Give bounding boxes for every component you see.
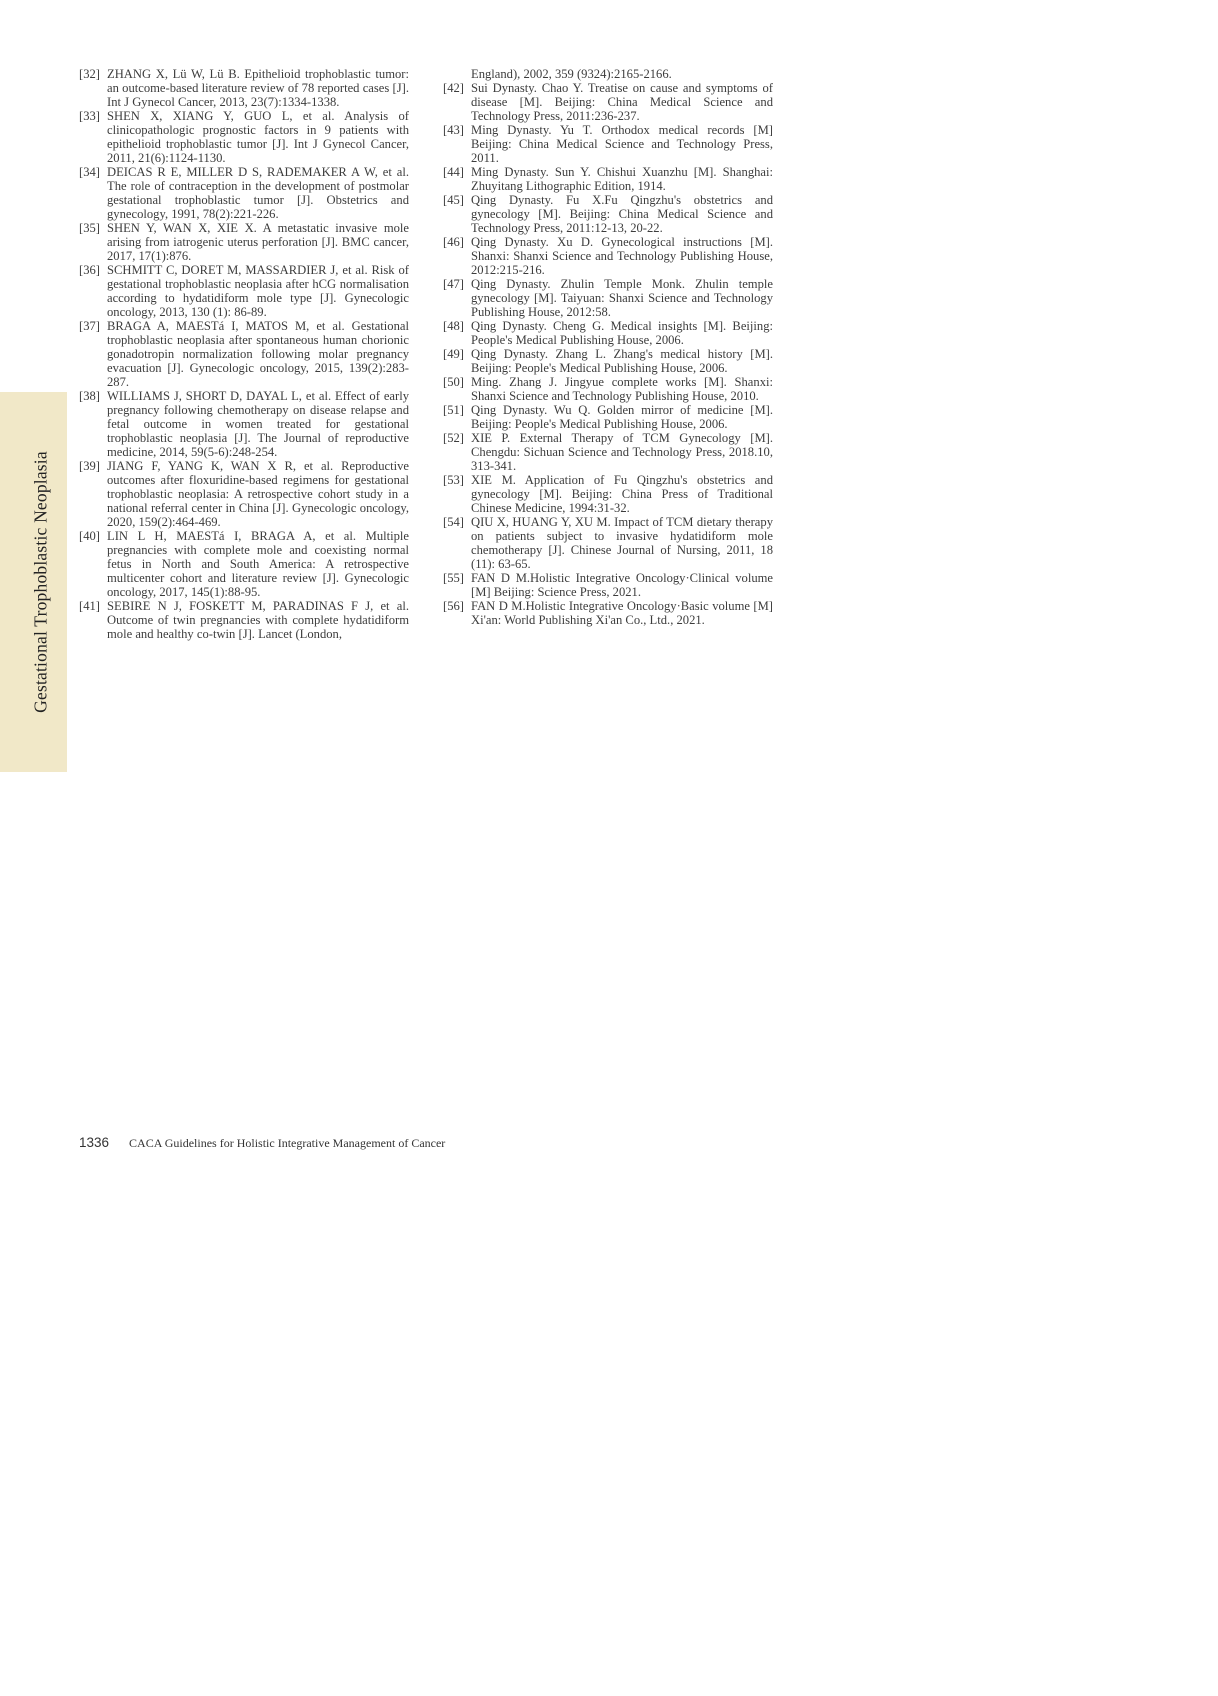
reference-text: SEBIRE N J, FOSKETT M, PARADINAS F J, et al. Outcome of twin pregnancies with complete hydatidiform mole and healthy co-twin [J]. Lancet (London, bbox=[107, 599, 409, 641]
reference-item bbox=[443, 165, 773, 193]
reference-item bbox=[443, 347, 773, 375]
chapter-side-tab-label: Gestational Trophoblastic Neoplasia bbox=[30, 451, 51, 713]
reference-item bbox=[79, 459, 409, 529]
reference-number: [38] bbox=[79, 389, 100, 403]
reference-text: DEICAS R E, MILLER D S, RADEMAKER A W, et al. The role of contraception in the development of postmolar gestational trophoblastic tumor [J]. Obstetrics and gynecology, 1991, 78(2):221-226. bbox=[107, 165, 409, 221]
reference-text: Sui Dynasty. Chao Y. Treatise on cause and symptoms of disease [M]. Beijing: China Medical Science and Technology Press, 2011:236-237. bbox=[471, 81, 773, 123]
reference-text: SCHMITT C, DORET M, MASSARDIER J, et al. Risk of gestational trophoblastic neoplasia after hCG normalisation according to hydatidiform mole type [J]. Gynecologic oncology, 2013, 130 (1): 86-89. bbox=[107, 263, 409, 319]
reference-text: Qing Dynasty. Cheng G. Medical insights [M]. Beijing: People's Medical Publishing House, 2006. bbox=[471, 319, 773, 347]
reference-number: [48] bbox=[443, 319, 464, 333]
reference-item bbox=[79, 221, 409, 263]
reference-text: FAN D M.Holistic Integrative Oncology·Basic volume [M] Xi'an: World Publishing Xi'an Co., Ltd., 2021. bbox=[471, 599, 773, 627]
reference-item bbox=[443, 375, 773, 403]
reference-text: Qing Dynasty. Xu D. Gynecological instructions [M]. Shanxi: Shanxi Science and Technology Publishing House, 2012:215-216. bbox=[471, 235, 773, 277]
reference-text: Ming. Zhang J. Jingyue complete works [M]. Shanxi: Shanxi Science and Technology Publishing House, 2010. bbox=[471, 375, 773, 403]
reference-number: [52] bbox=[443, 431, 464, 445]
reference-item bbox=[79, 109, 409, 165]
reference-item bbox=[79, 389, 409, 459]
reference-number: [36] bbox=[79, 263, 100, 277]
reference-text: LIN L H, MAESTá I, BRAGA A, et al. Multiple pregnancies with complete mole and coexisting normal fetus in North and South America: A retrospective multicenter cohort and literature review [J]. Gynecologic oncology, 2017, 145(1):88-95. bbox=[107, 529, 409, 599]
reference-number: [33] bbox=[79, 109, 100, 123]
reference-text: Qing Dynasty. Zhulin Temple Monk. Zhulin temple gynecology [M]. Taiyuan: Shanxi Science and Technology Publishing House, 2012:58. bbox=[471, 277, 773, 319]
reference-item bbox=[79, 263, 409, 319]
reference-item bbox=[443, 123, 773, 165]
reference-item bbox=[443, 431, 773, 473]
reference-item bbox=[443, 193, 773, 235]
page-footer bbox=[79, 1135, 445, 1151]
reference-number: [37] bbox=[79, 319, 100, 333]
reference-text: Qing Dynasty. Zhang L. Zhang's medical history [M]. Beijing: People's Medical Publishing House, 2006. bbox=[471, 347, 773, 375]
reference-text: ZHANG X, Lü W, Lü B. Epithelioid trophoblastic tumor: an outcome-based literature review of 78 reported cases [J]. Int J Gynecol Cancer, 2013, 23(7):1334-1338. bbox=[107, 67, 409, 109]
reference-item bbox=[79, 599, 409, 641]
reference-number: [46] bbox=[443, 235, 464, 249]
reference-number: [39] bbox=[79, 459, 100, 473]
reference-text: SHEN X, XIANG Y, GUO L, et al. Analysis of clinicopathologic prognostic factors in 9 patients with epithelioid trophoblastic tumor [J]. Int J Gynecol Cancer, 2011, 21(6):1124-1130. bbox=[107, 109, 409, 165]
reference-item bbox=[443, 515, 773, 571]
reference-text: Qing Dynasty. Fu X.Fu Qingzhu's obstetrics and gynecology [M]. Beijing: China Medical Science and Technology Press, 2011:12-13, 20-22. bbox=[471, 193, 773, 235]
reference-number: [45] bbox=[443, 193, 464, 207]
reference-number: [49] bbox=[443, 347, 464, 361]
reference-text: Ming Dynasty. Yu T. Orthodox medical records [M] Beijing: China Medical Science and Technology Press, 2011. bbox=[471, 123, 773, 165]
reference-number: [40] bbox=[79, 529, 100, 543]
reference-number: [56] bbox=[443, 599, 464, 613]
reference-item bbox=[443, 235, 773, 277]
reference-number: [47] bbox=[443, 277, 464, 291]
reference-number: [34] bbox=[79, 165, 100, 179]
reference-text: SHEN Y, WAN X, XIE X. A metastatic invasive mole arising from iatrogenic uterus perforation [J]. BMC cancer, 2017, 17(1):876. bbox=[107, 221, 409, 263]
reference-item bbox=[443, 277, 773, 319]
reference-item bbox=[79, 165, 409, 221]
reference-item bbox=[443, 403, 773, 431]
reference-item bbox=[443, 81, 773, 123]
reference-text: BRAGA A, MAESTá I, MATOS M, et al. Gestational trophoblastic neoplasia after spontaneous human chorionic gonadotropin normalization following molar pregnancy evacuation [J]. Gynecologic oncology, 2015, 139(2):283-287. bbox=[107, 319, 409, 389]
reference-number: [51] bbox=[443, 403, 464, 417]
reference-text: QIU X, HUANG Y, XU M. Impact of TCM dietary therapy on patients subject to invasive hydatidiform mole chemotherapy [J]. Chinese Journal of Nursing, 2011, 18 (11): 63-65. bbox=[471, 515, 773, 571]
page-number: 1336 bbox=[79, 1135, 110, 1150]
reference-item bbox=[443, 319, 773, 347]
reference-text: FAN D M.Holistic Integrative Oncology·Clinical volume [M] Beijing: Science Press, 2021. bbox=[471, 571, 773, 599]
reference-number: [42] bbox=[443, 81, 464, 95]
references-left-column bbox=[79, 67, 409, 641]
reference-text: Qing Dynasty. Wu Q. Golden mirror of medicine [M]. Beijing: People's Medical Publishing House, 2006. bbox=[471, 403, 773, 431]
reference-text: XIE P. External Therapy of TCM Gynecology [M]. Chengdu: Sichuan Science and Technology Press, 2018.10, 313-341. bbox=[471, 431, 773, 473]
running-title: CACA Guidelines for Holistic Integrative Management of Cancer bbox=[129, 1136, 446, 1150]
reference-item bbox=[79, 319, 409, 389]
reference-number: [53] bbox=[443, 473, 464, 487]
reference-continuation: England), 2002, 359 (9324):2165-2166. bbox=[471, 67, 672, 81]
reference-number: [55] bbox=[443, 571, 464, 585]
reference-text: WILLIAMS J, SHORT D, DAYAL L, et al. Effect of early pregnancy following chemotherapy on disease relapse and fetal outcome in women treated for gestational trophoblastic neoplasia [J]. The Journal of reproductive medicine, 2014, 59(5-6):248-254. bbox=[107, 389, 409, 459]
reference-item bbox=[443, 571, 773, 599]
reference-text: XIE M. Application of Fu Qingzhu's obstetrics and gynecology [M]. Beijing: China Press of Traditional Chinese Medicine, 1994:31-32. bbox=[471, 473, 773, 515]
reference-number: [50] bbox=[443, 375, 464, 389]
reference-number: [35] bbox=[79, 221, 100, 235]
references-right-column bbox=[443, 67, 773, 627]
reference-text: Ming Dynasty. Sun Y. Chishui Xuanzhu [M]. Shanghai: Zhuyitang Lithographic Edition, 1914. bbox=[471, 165, 773, 193]
reference-item bbox=[443, 473, 773, 515]
reference-item bbox=[79, 529, 409, 599]
reference-number: [44] bbox=[443, 165, 464, 179]
reference-item bbox=[443, 599, 773, 627]
reference-number: [54] bbox=[443, 515, 464, 529]
reference-number: [41] bbox=[79, 599, 100, 613]
reference-item bbox=[79, 67, 409, 109]
reference-number: [32] bbox=[79, 67, 100, 81]
reference-text: JIANG F, YANG K, WAN X R, et al. Reproductive outcomes after floxuridine-based regimens for gestational trophoblastic neoplasia: A retrospective cohort study in a national referral center in China [J]. Gynecologic oncology, 2020, 159(2):464-469. bbox=[107, 459, 409, 529]
reference-number: [43] bbox=[443, 123, 464, 137]
